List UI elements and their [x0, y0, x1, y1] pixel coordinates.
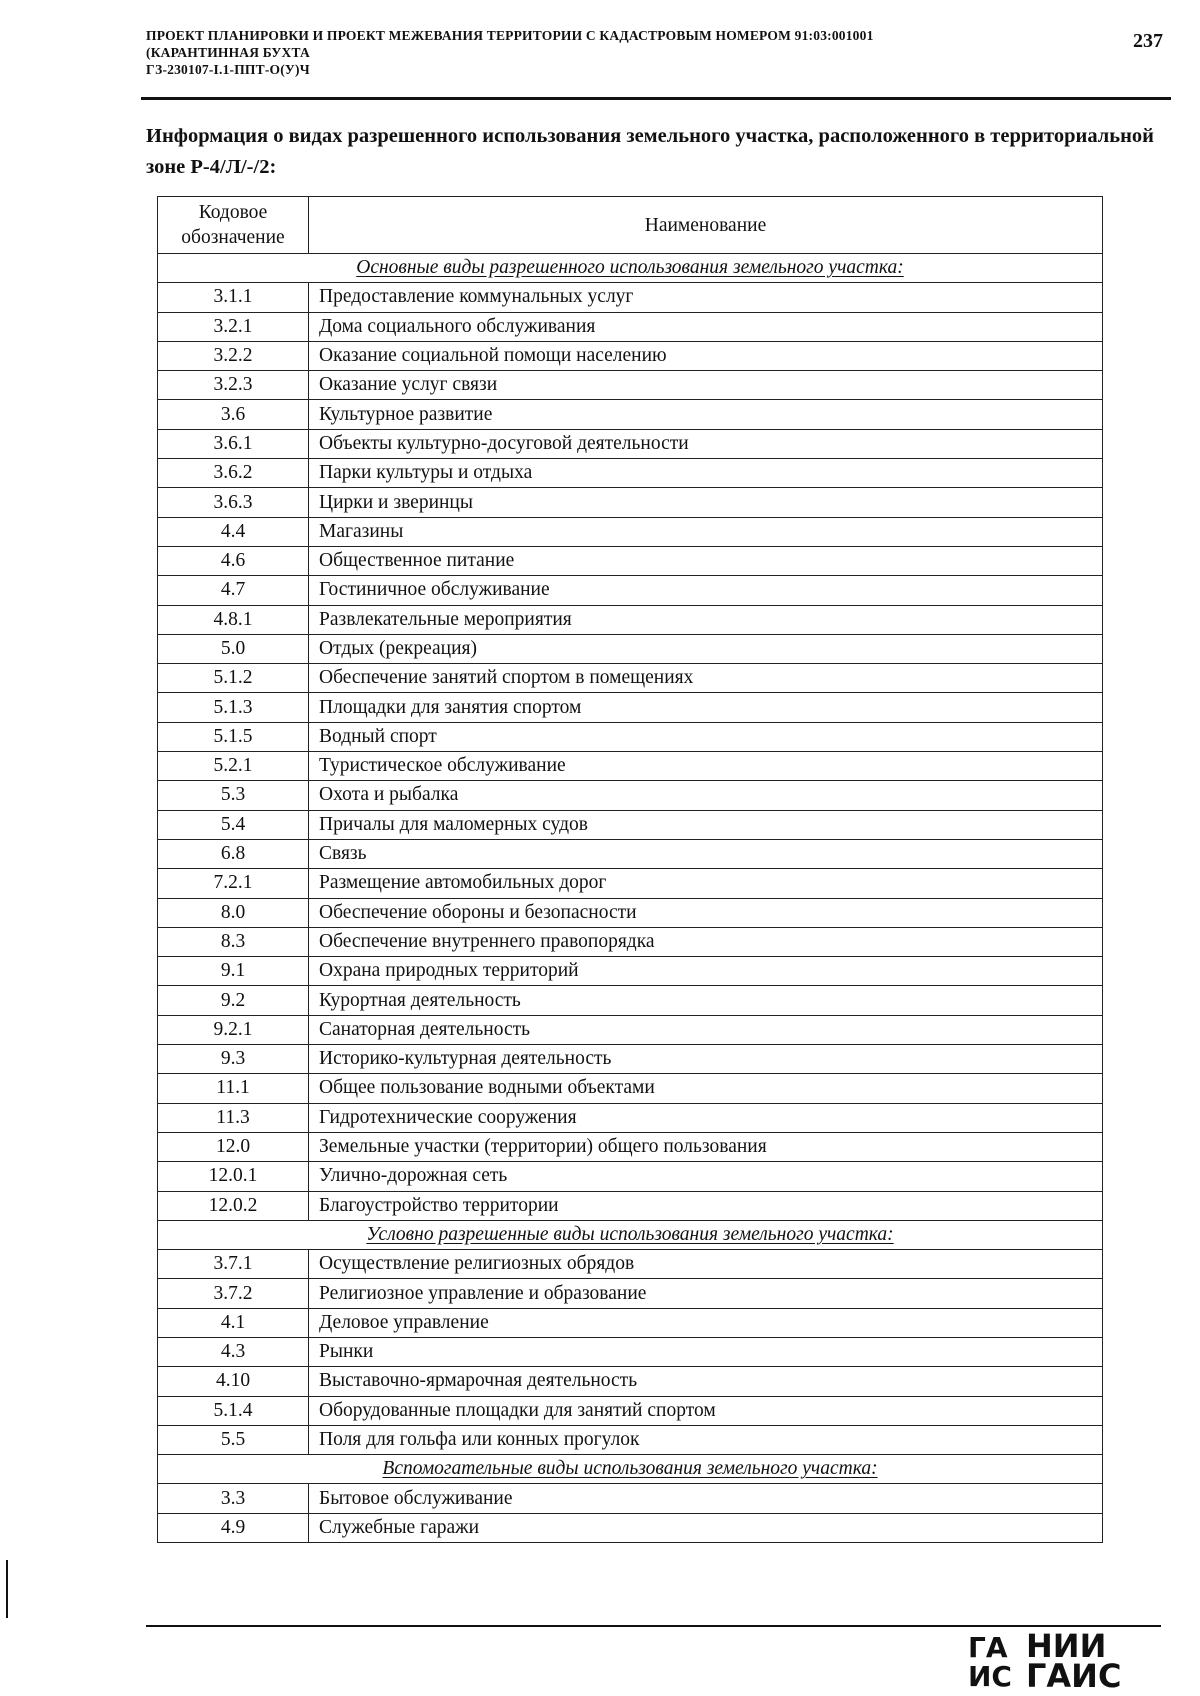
table-row — [158, 605, 1103, 634]
use-code-cell: 5.4 — [158, 810, 309, 839]
table-row — [158, 810, 1103, 839]
use-code-cell: 4.10 — [158, 1367, 309, 1396]
use-name-cell: Курортная деятельность — [309, 986, 1103, 1015]
use-code-cell: 4.6 — [158, 546, 309, 575]
use-name-cell: Охота и рыбалка — [309, 781, 1103, 810]
table-row — [158, 1191, 1103, 1220]
section-heading: Основные виды разрешенного использования земельного участка: — [158, 254, 1103, 283]
use-code-cell: 6.8 — [158, 839, 309, 868]
use-code-cell: 12.0 — [158, 1132, 309, 1161]
footer-divider — [146, 1625, 1161, 1627]
table-row — [158, 839, 1103, 868]
table-row — [158, 1162, 1103, 1191]
table-row — [158, 1396, 1103, 1425]
table-row — [158, 371, 1103, 400]
use-name-cell: Гидротехнические сооружения — [309, 1103, 1103, 1132]
use-code-cell: 3.6.3 — [158, 488, 309, 517]
use-name-cell: Причалы для маломерных судов — [309, 810, 1103, 839]
use-code-cell: 9.1 — [158, 957, 309, 986]
land-use-table — [157, 196, 1103, 1543]
use-code-cell: 3.6 — [158, 400, 309, 429]
niigais-logo — [968, 1630, 1168, 1690]
use-name-cell: Оказание услуг связи — [309, 371, 1103, 400]
page-number: 237 — [1133, 30, 1163, 52]
use-name-cell: Связь — [309, 839, 1103, 868]
column-header-name: Наименование — [309, 197, 1103, 254]
table-row — [158, 634, 1103, 663]
use-name-cell: Общественное питание — [309, 546, 1103, 575]
use-code-cell: 3.2.2 — [158, 341, 309, 370]
use-code-cell: 5.3 — [158, 781, 309, 810]
table-row — [158, 1250, 1103, 1279]
use-code-cell: 12.0.2 — [158, 1191, 309, 1220]
use-code-cell: 9.2 — [158, 986, 309, 1015]
use-name-cell: Деловое управление — [309, 1308, 1103, 1337]
use-code-cell: 4.8.1 — [158, 605, 309, 634]
use-code-cell: 3.6.1 — [158, 429, 309, 458]
use-name-cell: Предоставление коммунальных услуг — [309, 283, 1103, 312]
use-name-cell: Развлекательные мероприятия — [309, 605, 1103, 634]
use-code-cell: 3.7.1 — [158, 1250, 309, 1279]
table-row — [158, 898, 1103, 927]
use-name-cell: Оборудованные площадки для занятий спортом — [309, 1396, 1103, 1425]
table-row — [158, 693, 1103, 722]
use-name-cell: Обеспечение занятий спортом в помещениях — [309, 664, 1103, 693]
document-header — [146, 27, 1086, 78]
use-code-cell: 8.0 — [158, 898, 309, 927]
use-code-cell: 4.9 — [158, 1513, 309, 1542]
table-row — [158, 1074, 1103, 1103]
table-row — [158, 1103, 1103, 1132]
use-name-cell: Историко-культурная деятельность — [309, 1045, 1103, 1074]
use-name-cell: Обеспечение внутреннего правопорядка — [309, 927, 1103, 956]
use-name-cell: Оказание социальной помощи населению — [309, 341, 1103, 370]
use-name-cell: Осуществление религиозных обрядов — [309, 1250, 1103, 1279]
use-name-cell: Обеспечение обороны и безопасности — [309, 898, 1103, 927]
use-code-cell: 5.0 — [158, 634, 309, 663]
use-name-cell: Общее пользование водными объектами — [309, 1074, 1103, 1103]
table-row — [158, 1337, 1103, 1366]
column-header-code: Кодовое обозначение — [158, 197, 309, 254]
use-name-cell: Охрана природных территорий — [309, 957, 1103, 986]
use-name-cell: Санаторная деятельность — [309, 1015, 1103, 1044]
table-row — [158, 1308, 1103, 1337]
use-name-cell: Религиозное управление и образование — [309, 1279, 1103, 1308]
section-heading-row — [158, 1220, 1103, 1249]
use-code-cell: 4.7 — [158, 576, 309, 605]
use-code-cell: 5.1.4 — [158, 1396, 309, 1425]
table-row — [158, 312, 1103, 341]
table-row — [158, 459, 1103, 488]
use-code-cell: 3.2.1 — [158, 312, 309, 341]
use-code-cell: 5.5 — [158, 1425, 309, 1454]
use-code-cell: 4.3 — [158, 1337, 309, 1366]
page-title: Информация о видах разрешенного использования земельного участка, расположенного в территориальной зоне Р-4/Л/-/2: — [146, 125, 1154, 178]
use-name-cell: Туристическое обслуживание — [309, 752, 1103, 781]
use-code-cell: 5.1.3 — [158, 693, 309, 722]
table-row — [158, 546, 1103, 575]
table-row — [158, 664, 1103, 693]
use-code-cell: 5.1.2 — [158, 664, 309, 693]
table-row — [158, 781, 1103, 810]
table-row — [158, 488, 1103, 517]
header-document-code: ГЗ-230107-I.1-ППТ-О(У)Ч — [146, 62, 310, 77]
section-heading-row — [158, 254, 1103, 283]
use-name-cell: Отдых (рекреация) — [309, 634, 1103, 663]
use-code-cell: 3.3 — [158, 1484, 309, 1513]
table-row — [158, 1513, 1103, 1542]
use-name-cell: Выставочно-ярмарочная деятельность — [309, 1367, 1103, 1396]
use-name-cell: Размещение автомобильных дорог — [309, 869, 1103, 898]
use-name-cell: Бытовое обслуживание — [309, 1484, 1103, 1513]
use-code-cell: 9.2.1 — [158, 1015, 309, 1044]
table-row — [158, 957, 1103, 986]
use-code-cell: 3.2.3 — [158, 371, 309, 400]
section-heading: Вспомогательные виды использования земельного участка: — [158, 1455, 1103, 1484]
use-name-cell: Дома социального обслуживания — [309, 312, 1103, 341]
use-name-cell: Гостиничное обслуживание — [309, 576, 1103, 605]
use-name-cell: Площадки для занятия спортом — [309, 693, 1103, 722]
table-row — [158, 986, 1103, 1015]
logo-text-top: НИИ — [1026, 1630, 1107, 1665]
header-project-title: ПРОЕКТ ПЛАНИРОВКИ И ПРОЕКТ МЕЖЕВАНИЯ ТЕРРИТОРИИ С КАДАСТРОВЫМ НОМЕРОМ 91:03:001001 — [146, 28, 874, 43]
use-name-cell: Благоустройство территории — [309, 1191, 1103, 1220]
use-code-cell: 7.2.1 — [158, 869, 309, 898]
section-heading: Условно разрешенные виды использования земельного участка: — [158, 1220, 1103, 1249]
table-row — [158, 869, 1103, 898]
use-code-cell: 5.1.5 — [158, 722, 309, 751]
table-row — [158, 576, 1103, 605]
table-row — [158, 722, 1103, 751]
table-body — [158, 254, 1103, 1543]
use-name-cell: Культурное развитие — [309, 400, 1103, 429]
table-row — [158, 283, 1103, 312]
use-code-cell: 3.7.2 — [158, 1279, 309, 1308]
table-row — [158, 1367, 1103, 1396]
use-code-cell: 11.1 — [158, 1074, 309, 1103]
use-name-cell: Цирки и зверинцы — [309, 488, 1103, 517]
use-name-cell: Объекты культурно-досуговой деятельности — [309, 429, 1103, 458]
table-row — [158, 517, 1103, 546]
logo-text-bottom: ГАИС — [1026, 1657, 1122, 1690]
use-code-cell: 8.3 — [158, 927, 309, 956]
table-row — [158, 1484, 1103, 1513]
header-divider — [141, 97, 1171, 100]
use-code-cell: 12.0.1 — [158, 1162, 309, 1191]
use-code-cell: 3.6.2 — [158, 459, 309, 488]
use-code-cell: 4.1 — [158, 1308, 309, 1337]
table-row — [158, 1132, 1103, 1161]
use-name-cell: Парки культуры и отдыха — [309, 459, 1103, 488]
table-row — [158, 752, 1103, 781]
header-project-location: (КАРАНТИННАЯ БУХТА — [146, 45, 310, 60]
use-name-cell: Магазины — [309, 517, 1103, 546]
use-code-cell: 11.3 — [158, 1103, 309, 1132]
use-code-cell: 3.1.1 — [158, 283, 309, 312]
use-name-cell: Служебные гаражи — [309, 1513, 1103, 1542]
table-row — [158, 1279, 1103, 1308]
use-name-cell: Поля для гольфа или конных прогулок — [309, 1425, 1103, 1454]
use-code-cell: 4.4 — [158, 517, 309, 546]
table-row — [158, 400, 1103, 429]
table-row — [158, 1045, 1103, 1074]
use-name-cell: Улично-дорожная сеть — [309, 1162, 1103, 1191]
logo-mark-top: ГА — [968, 1631, 1008, 1664]
table-row — [158, 1015, 1103, 1044]
scan-edge-mark — [6, 1560, 8, 1618]
table-row — [158, 429, 1103, 458]
logo-mark-bottom: ИС — [968, 1660, 1012, 1690]
table-row — [158, 1425, 1103, 1454]
table-header-row — [158, 197, 1103, 254]
use-name-cell: Земельные участки (территории) общего пользования — [309, 1132, 1103, 1161]
table-row — [158, 927, 1103, 956]
use-name-cell: Водный спорт — [309, 722, 1103, 751]
table-row — [158, 341, 1103, 370]
use-code-cell: 5.2.1 — [158, 752, 309, 781]
use-code-cell: 9.3 — [158, 1045, 309, 1074]
section-heading-row — [158, 1455, 1103, 1484]
use-name-cell: Рынки — [309, 1337, 1103, 1366]
